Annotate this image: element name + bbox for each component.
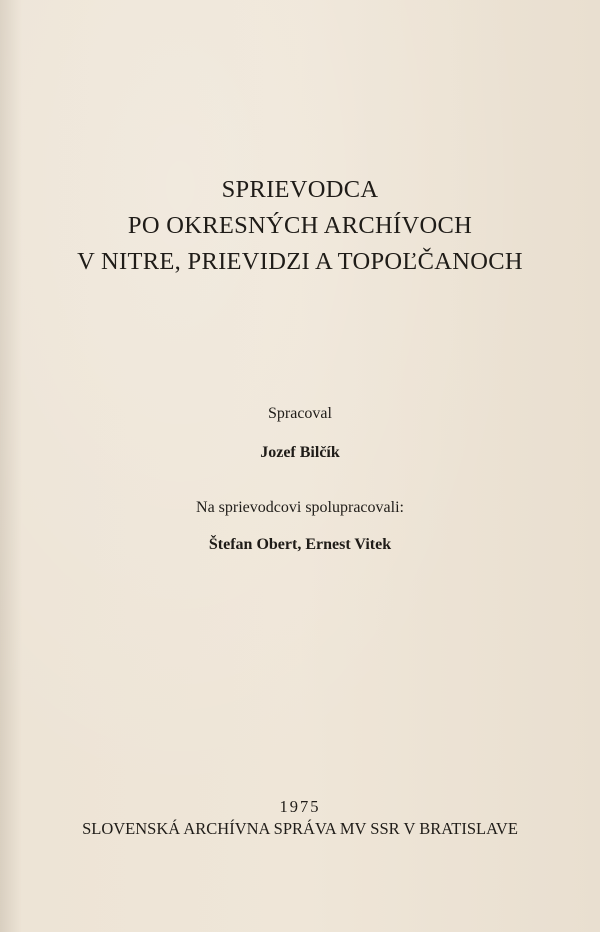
publisher: SLOVENSKÁ ARCHÍVNA SPRÁVA MV SSR V BRATISLAVE: [82, 819, 518, 838]
book-title: [0, 172, 600, 280]
collaborators-label: Na sprievodcovi spolupracovali:: [196, 499, 404, 516]
author-name: Jozef Bilčík: [260, 444, 340, 461]
collaborator-names: Štefan Obert, Ernest Vitek: [208, 536, 392, 553]
title-line-3: V NITRE, PRIEVIDZI A TOPOĽČANOCH: [77, 248, 523, 275]
title-line-2: PO OKRESNÝCH ARCHÍVOCH: [127, 212, 473, 239]
title-line-1: SPRIEVODCA: [221, 176, 379, 203]
publication-year: 1975: [279, 797, 321, 816]
compiled-by-label: Spracoval: [268, 405, 332, 422]
